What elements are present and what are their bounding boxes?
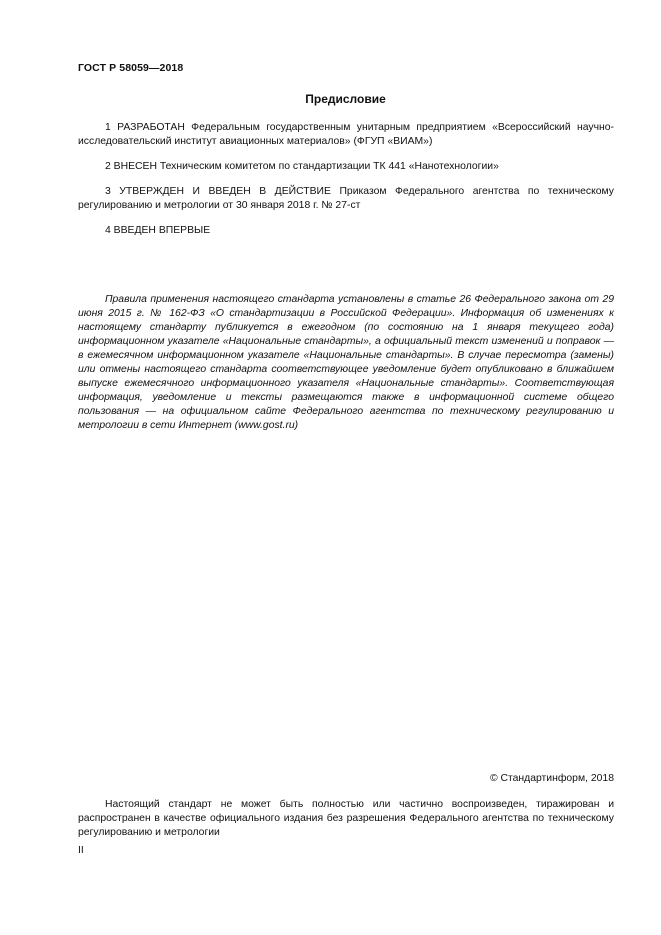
preface-item-developed: 1 РАЗРАБОТАН Федеральным государственным унитарным предприятием «Всероссийский научно-исследовательский институт авиационных материалов» (ФГУП «ВИАМ») — [78, 122, 614, 147]
reproduction-notice: Настоящий стандарт не может быть полностью или частично воспроизведен, тиражирован и распространен в качестве официального издания без разрешения Федерального агентства по техническому регулированию и метрологии — [78, 799, 614, 838]
preface-item-approved: 3 УТВЕРЖДЕН И ВВЕДЕН В ДЕЙСТВИЕ Приказом Федерального агентства по техническому регулированию и метрологии от 30 января 2018 г. № 27-ст — [78, 186, 614, 211]
preface-item-introduced: 2 ВНЕСЕН Техническим комитетом по стандартизации ТК 441 «Нанотехнологии» — [105, 161, 499, 172]
copyright-notice: © Стандартинформ, 2018 — [489, 773, 614, 784]
preface-items — [78, 121, 614, 249]
application-rules-note: Правила применения настоящего стандарта установлены в статье 26 Федерального закона от 29 июня 2015 г. № 162-ФЗ «О стандартизации в Российской Федерации». Информация об изменениях к настоящему стандарту публикуется в ежегодном (по состоянию на 1 января текущего года) информационном указателе «Национальные стандарты», а официальный текст изменений и поправок — в ежемесячном информационном указателе «Национальные стандарты». В случае пересмотра (замены) или отмены настоящего стандарта соответствующее уведомление будет опубликовано в ближайшем выпуске ежемесячного информационного указателя «Национальные стандарты». Соответствующая информация, уведомление и тексты размещаются также в информационной системе общего пользования — на официальном сайте Федерального агентства по техническому регулированию и метрологии в сети Интернет (www.gost.ru) — [78, 294, 614, 431]
document-header-id: ГОСТ Р 58059—2018 — [78, 62, 184, 74]
page-number: II — [78, 845, 84, 856]
page-title: Предисловие — [305, 92, 386, 106]
preface-item-first-edition: 4 ВВЕДЕН ВПЕРВЫЕ — [105, 225, 211, 236]
